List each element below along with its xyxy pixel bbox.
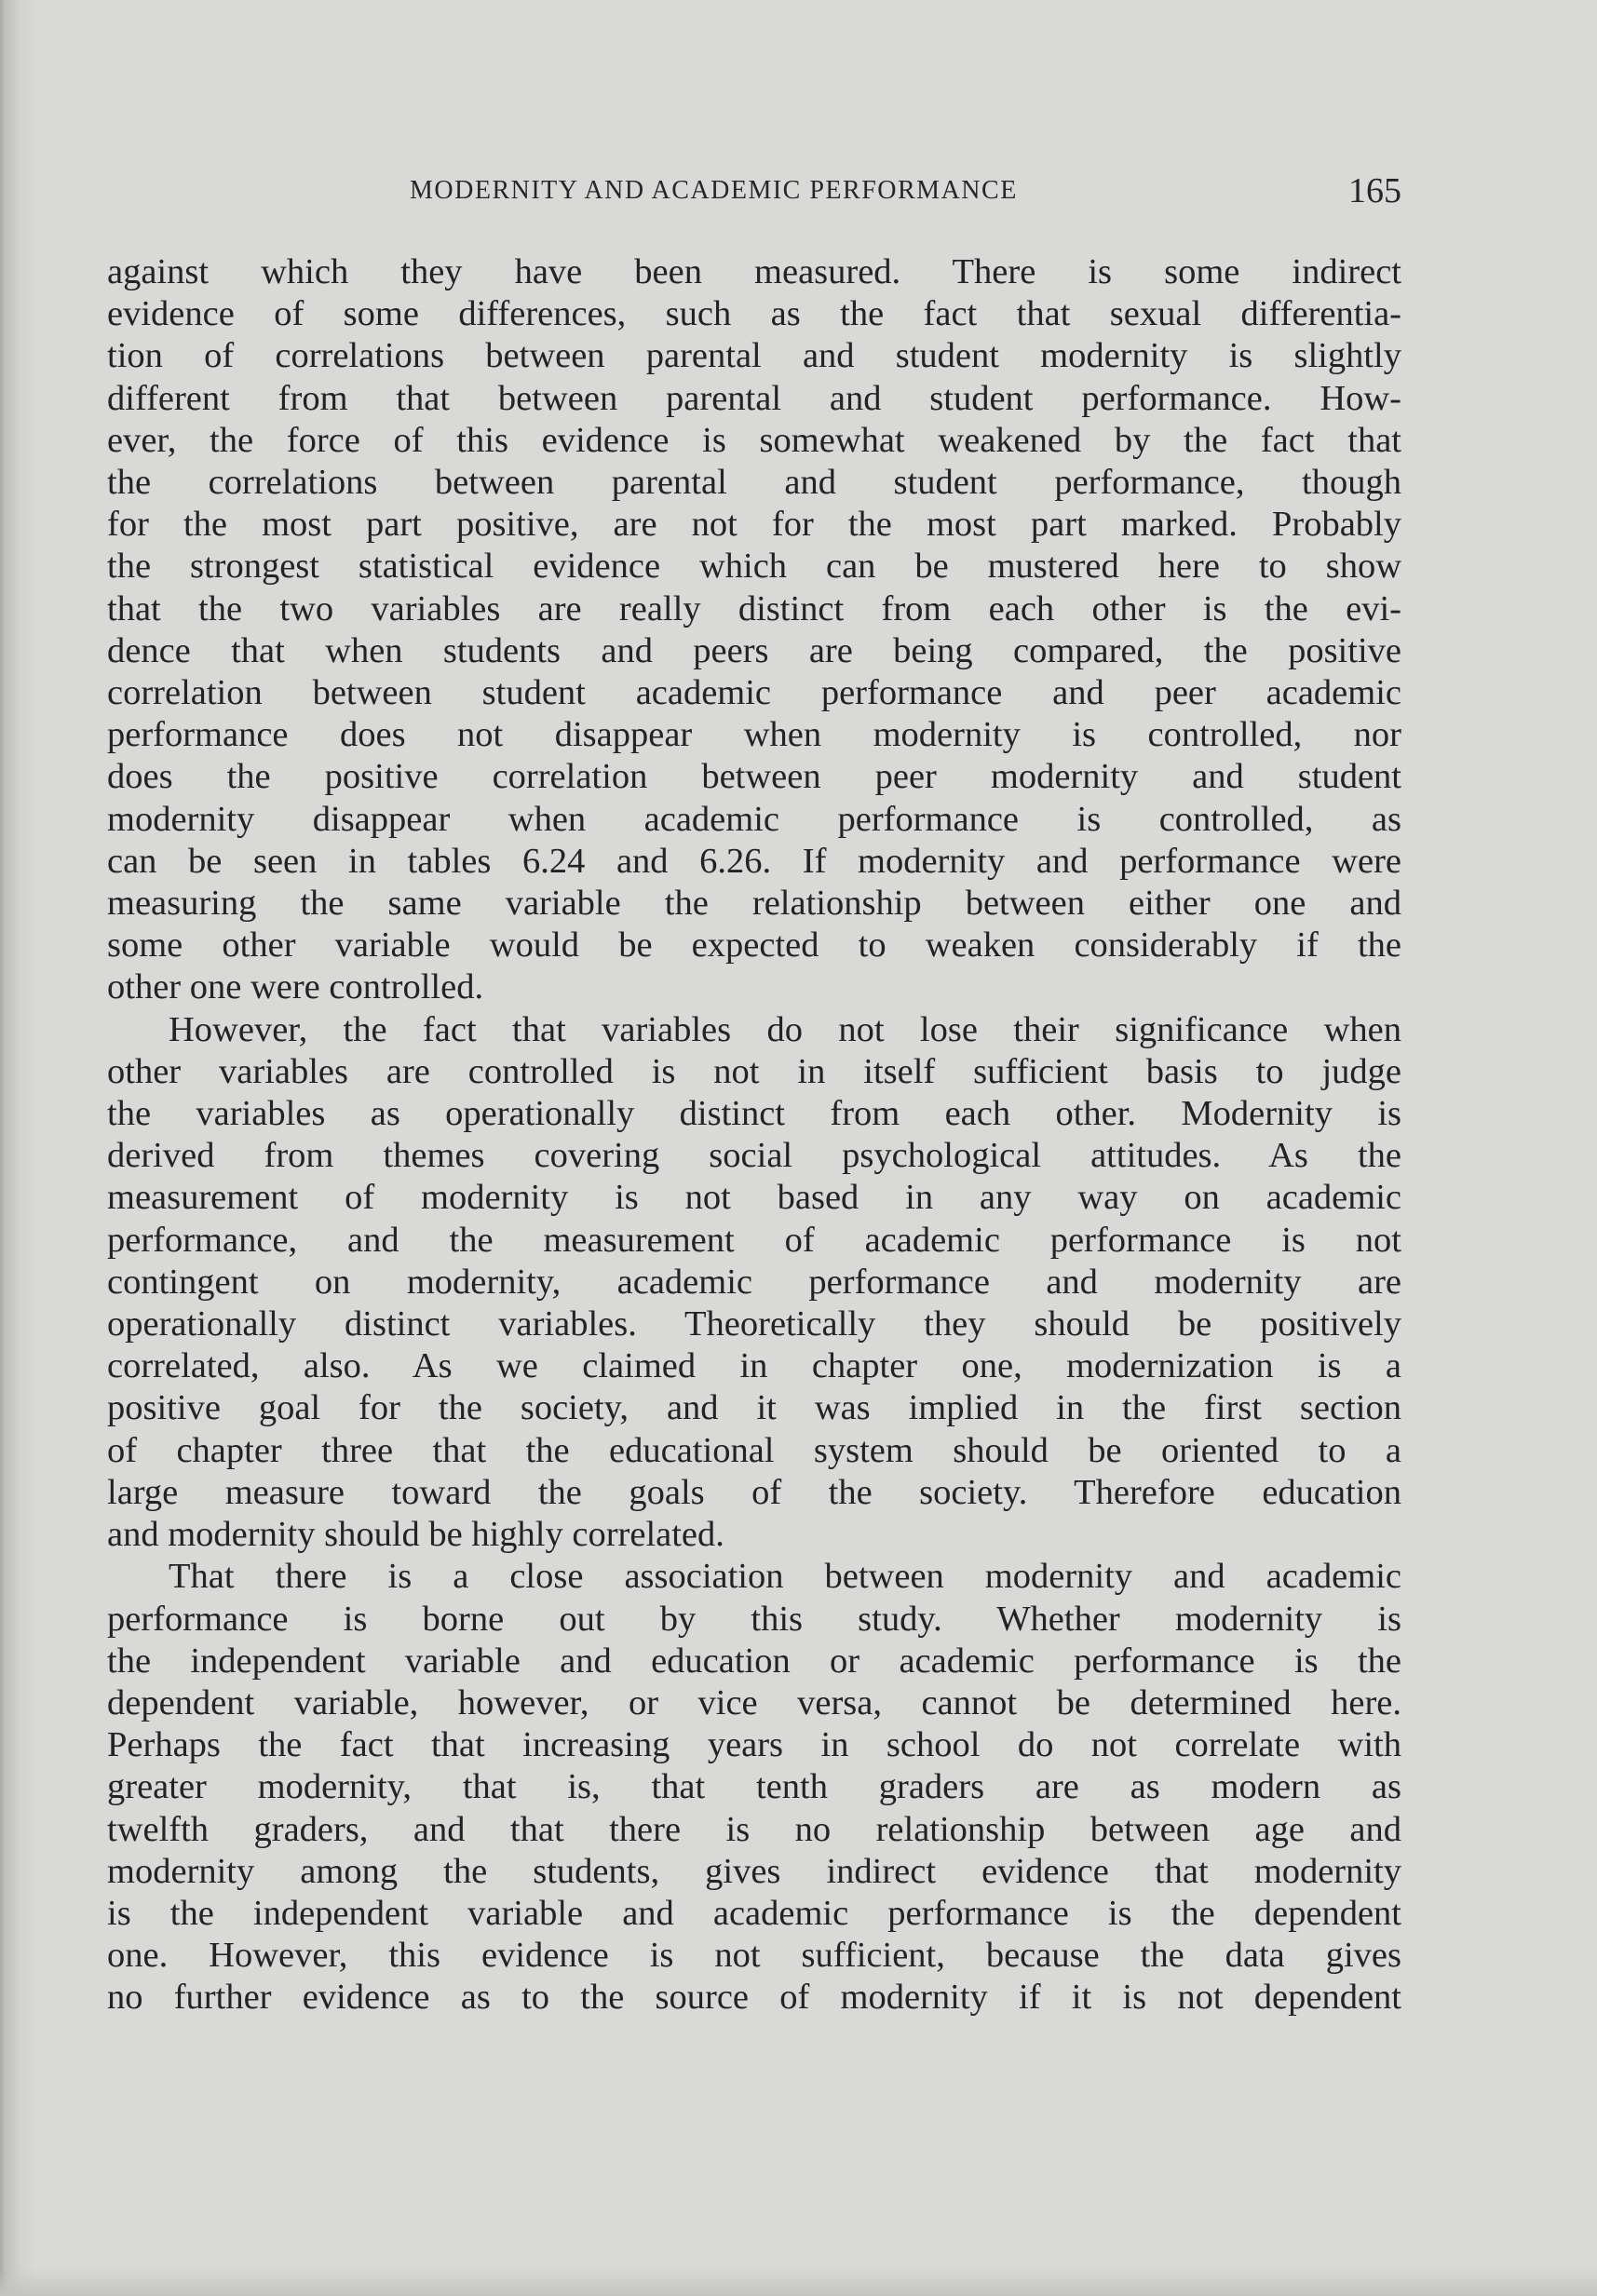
paragraph-2 (107, 1009, 1401, 1557)
text-line: modernity among the students, gives indirect evidence that modernity (107, 1851, 1401, 1891)
text-line: one. However, this evidence is not sufficient, because the data gives (107, 1936, 1401, 1976)
page-number: 165 (1348, 171, 1401, 210)
page-edge-shadow (0, 0, 37, 2296)
text-line: that the two variables are really distinct from each other is the evi- (107, 588, 1401, 628)
text-line: other variables are controlled is not in itself sufficient basis to judge (107, 1051, 1401, 1091)
text-line: dence that when students and peers are being compared, the positive (107, 630, 1401, 670)
text-line: performance, and the measurement of academic performance is not (107, 1220, 1401, 1260)
text-line: derived from themes covering social psychological attitudes. As the (107, 1136, 1401, 1176)
text-line: tion of correlations between parental and student modernity is slightly (107, 336, 1401, 376)
text-line: performance does not disappear when modernity is controlled, nor (107, 715, 1401, 755)
text-line: contingent on modernity, academic performance and modernity are (107, 1262, 1401, 1302)
text-line: the variables as operationally distinct from each other. Modernity is (107, 1094, 1401, 1134)
text-line: no further evidence as to the source of modernity if it is not dependent (107, 1978, 1401, 2018)
text-line: the strongest statistical evidence which can be mustered here to show (107, 547, 1401, 587)
text-line: measuring the same variable the relationship between either one and (107, 884, 1401, 924)
paragraph-3 (107, 1556, 1401, 2019)
text-line: the correlations between parental and student performance, though (107, 463, 1401, 503)
body-text (107, 251, 1401, 2019)
text-line: correlation between student academic performance and peer academic (107, 673, 1401, 713)
text-line: measurement of modernity is not based in any way on academic (107, 1178, 1401, 1218)
text-line: twelfth graders, and that there is no relationship between age and (107, 1809, 1401, 1849)
text-line: does the positive correlation between peer modernity and student (107, 757, 1401, 797)
text-line: modernity disappear when academic performance is controlled, as (107, 799, 1401, 839)
text-line: However, the fact that variables do not lose their significance when (169, 1009, 1401, 1049)
text-line: That there is a close association between modernity and academic (169, 1557, 1401, 1597)
text-line: against which they have been measured. There is some indirect (107, 252, 1401, 291)
text-line: positive goal for the society, and it was implied in the first section (107, 1388, 1401, 1428)
text-line: evidence of some differences, such as the fact that sexual differentia- (107, 294, 1401, 334)
text-line: of chapter three that the educational system should be oriented to a (107, 1430, 1401, 1470)
running-head (107, 172, 1401, 209)
text-line: large measure toward the goals of the society. Therefore education (107, 1472, 1401, 1512)
text-line: different from that between parental and student performance. How- (107, 378, 1401, 418)
text-line: other one were controlled. (107, 967, 484, 1007)
page-bottom-shadow (0, 2268, 1597, 2296)
text-line: and modernity should be highly correlated. (107, 1515, 724, 1555)
paragraph-1 (107, 251, 1401, 1009)
text-line: for the most part positive, are not for the most part marked. Probably (107, 505, 1401, 545)
text-line: dependent variable, however, or vice versa, cannot be determined here. (107, 1682, 1401, 1722)
text-line: can be seen in tables 6.24 and 6.26. If modernity and performance were (107, 841, 1401, 881)
text-line: is the independent variable and academic performance is the dependent (107, 1893, 1401, 1933)
text-line: correlated, also. As we claimed in chapter one, modernization is a (107, 1346, 1401, 1386)
running-title: MODERNITY AND ACADEMIC PERFORMANCE (410, 176, 1018, 205)
text-line: Perhaps the fact that increasing years in school do not correlate with (107, 1725, 1401, 1765)
text-line: the independent variable and education or academic performance is the (107, 1641, 1401, 1681)
text-line: operationally distinct variables. Theoretically they should be positively (107, 1304, 1401, 1344)
text-line: ever, the force of this evidence is somewhat weakened by the fact that (107, 420, 1401, 460)
text-line: performance is borne out by this study. Whether modernity is (107, 1599, 1401, 1639)
text-line: some other variable would be expected to weaken considerably if the (107, 925, 1401, 966)
text-line: greater modernity, that is, that tenth graders are as modern as (107, 1767, 1401, 1807)
